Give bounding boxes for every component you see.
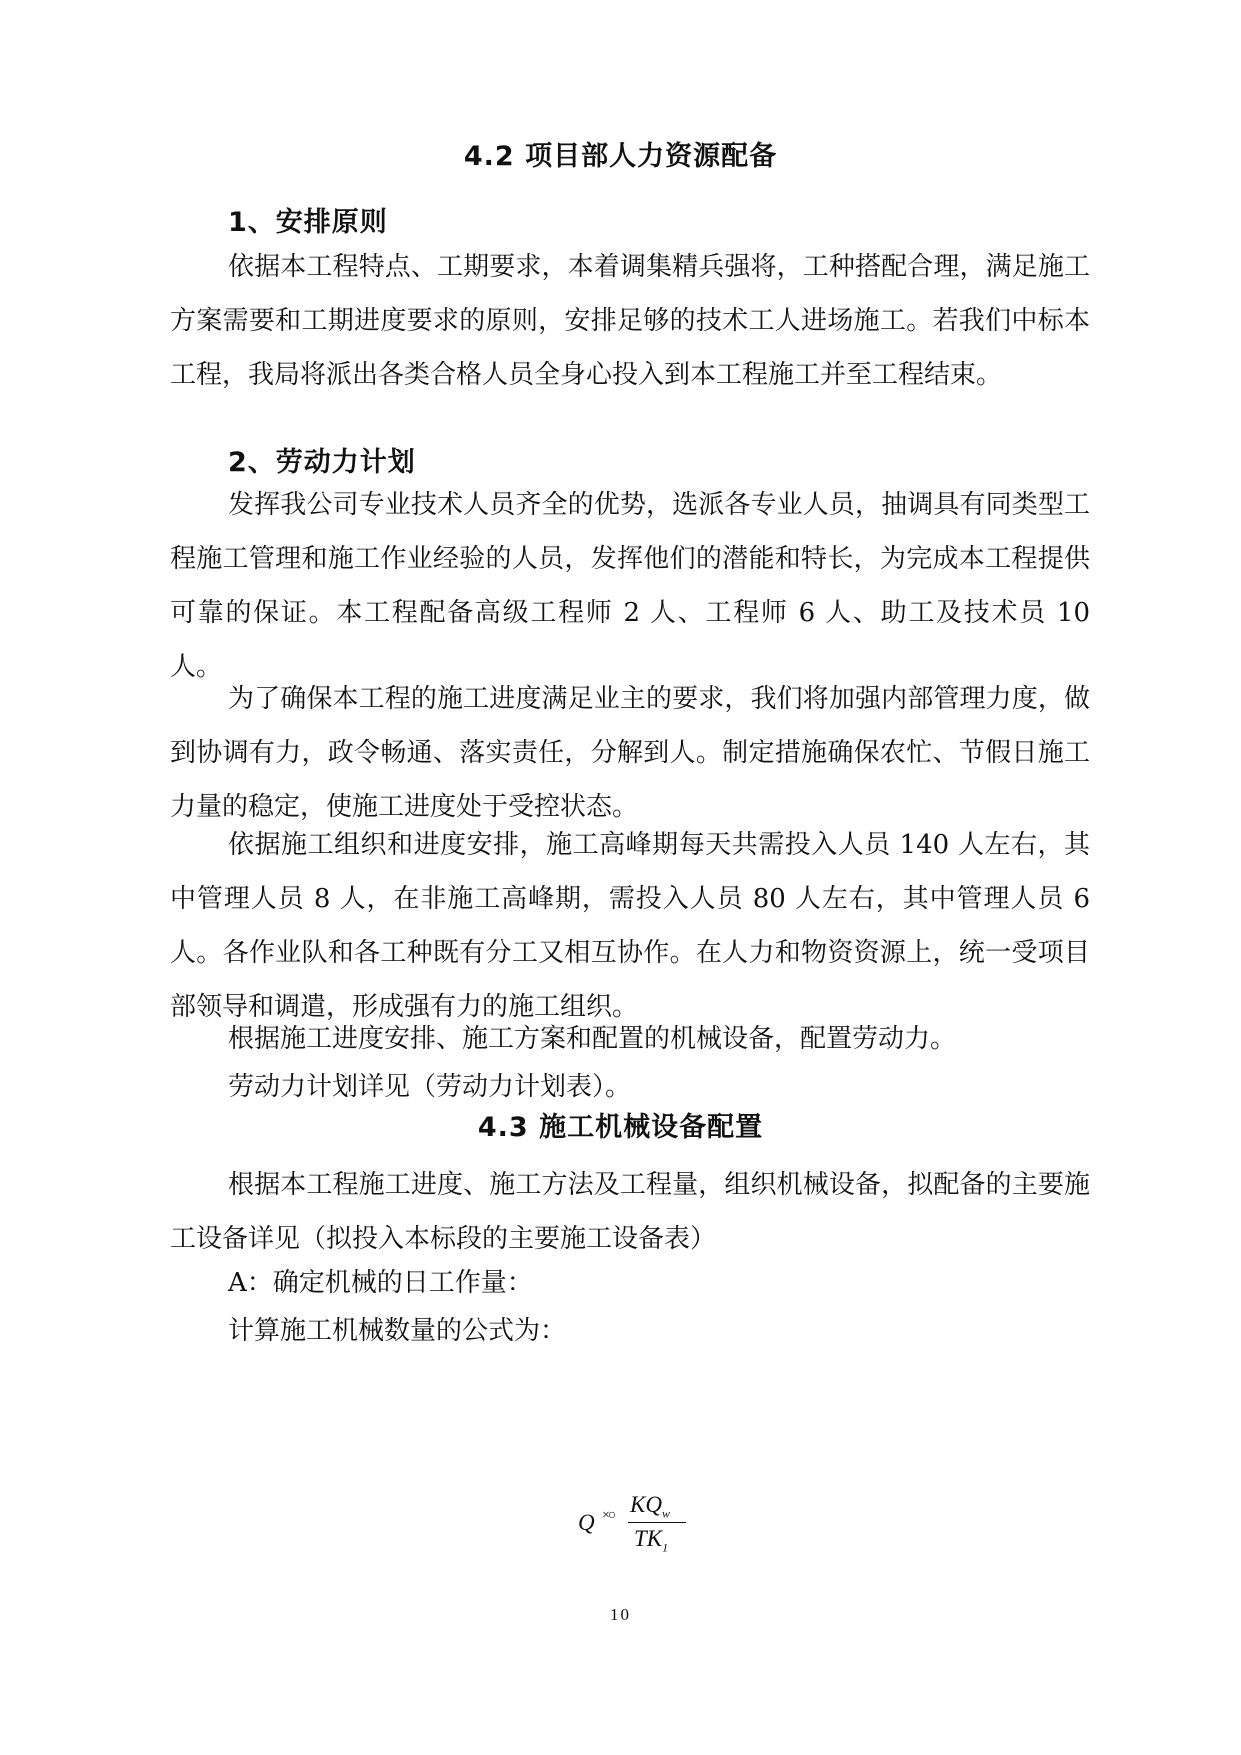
paragraph-principle: 依据本工程特点、工期要求，本着调集精兵强将，工种搭配合理，满足施工方案需要和工期进度要求的原则，安排足够的技术工人进场施工。若我们中标本工程，我局将派出各类合格人员全身心投入到本工程施工并至工程结束。 — [170, 252, 1090, 390]
paragraph-labor-staffing: 发挥我公司专业技术人员齐全的优势，选派各专业人员，抽调具有同类型工程施工管理和施工作业经验的人员，发挥他们的潜能和特长，为完成本工程提供可靠的保证。本工程配备高级工程师 2 人、工程师 6 人、助工及技术员 10 人。 — [170, 490, 1090, 682]
page-number: 10 — [610, 1605, 631, 1624]
formula-fraction-bar — [628, 1522, 686, 1523]
paragraph-peak-personnel: 依据施工组织和进度安排，施工高峰期每天共需投入人员 140 人左右，其中管理人员 8 人，在非施工高峰期，需投入人员 80 人左右，其中管理人员 6 人。各作业队和各工种既有分工又相互协作。在人力和物资资源上，统一受项目部领导和调遣，形成强有力的施工组织。 — [170, 830, 1090, 1022]
paragraph-configure-labor: 根据施工进度安排、施工方案和配置的机械设备，配置劳动力。 — [228, 1024, 957, 1054]
section-heading-4-2: 4.2 项目部人力资源配备 — [463, 141, 778, 172]
paragraph-labor-table-ref: 劳动力计划详见（劳动力计划表）。 — [228, 1072, 632, 1102]
section-heading-4-3: 4.3 施工机械设备配置 — [477, 1112, 764, 1143]
formula-numerator: $KQ_w$ — [630, 1492, 670, 1521]
paragraph-equipment: 根据本工程施工进度、施工方法及工程量，组织机械设备，拟配备的主要施工设备详见（拟投入本标段的主要施工设备表） — [170, 1170, 1090, 1254]
subheading-arrangement-principle: 1、安排原则 — [228, 207, 388, 238]
paragraph-daily-workload: A：确定机械的日工作量： — [228, 1268, 533, 1298]
formula-denominator: $TK_1$ — [634, 1526, 669, 1555]
machine-quantity-formula — [578, 1492, 698, 1562]
subheading-labor-plan: 2、劳动力计划 — [228, 447, 416, 478]
formula-lhs: Q — [578, 1510, 595, 1535]
paragraph-formula-intro: 计算施工机械数量的公式为： — [228, 1316, 567, 1346]
formula-operator: ×○ — [602, 1508, 615, 1523]
paragraph-progress-management: 为了确保本工程的施工进度满足业主的要求，我们将加强内部管理力度，做到协调有力，政令畅通、落实责任，分解到人。制定措施确保农忙、节假日施工力量的稳定，使施工进度处于受控状态。 — [170, 684, 1090, 822]
